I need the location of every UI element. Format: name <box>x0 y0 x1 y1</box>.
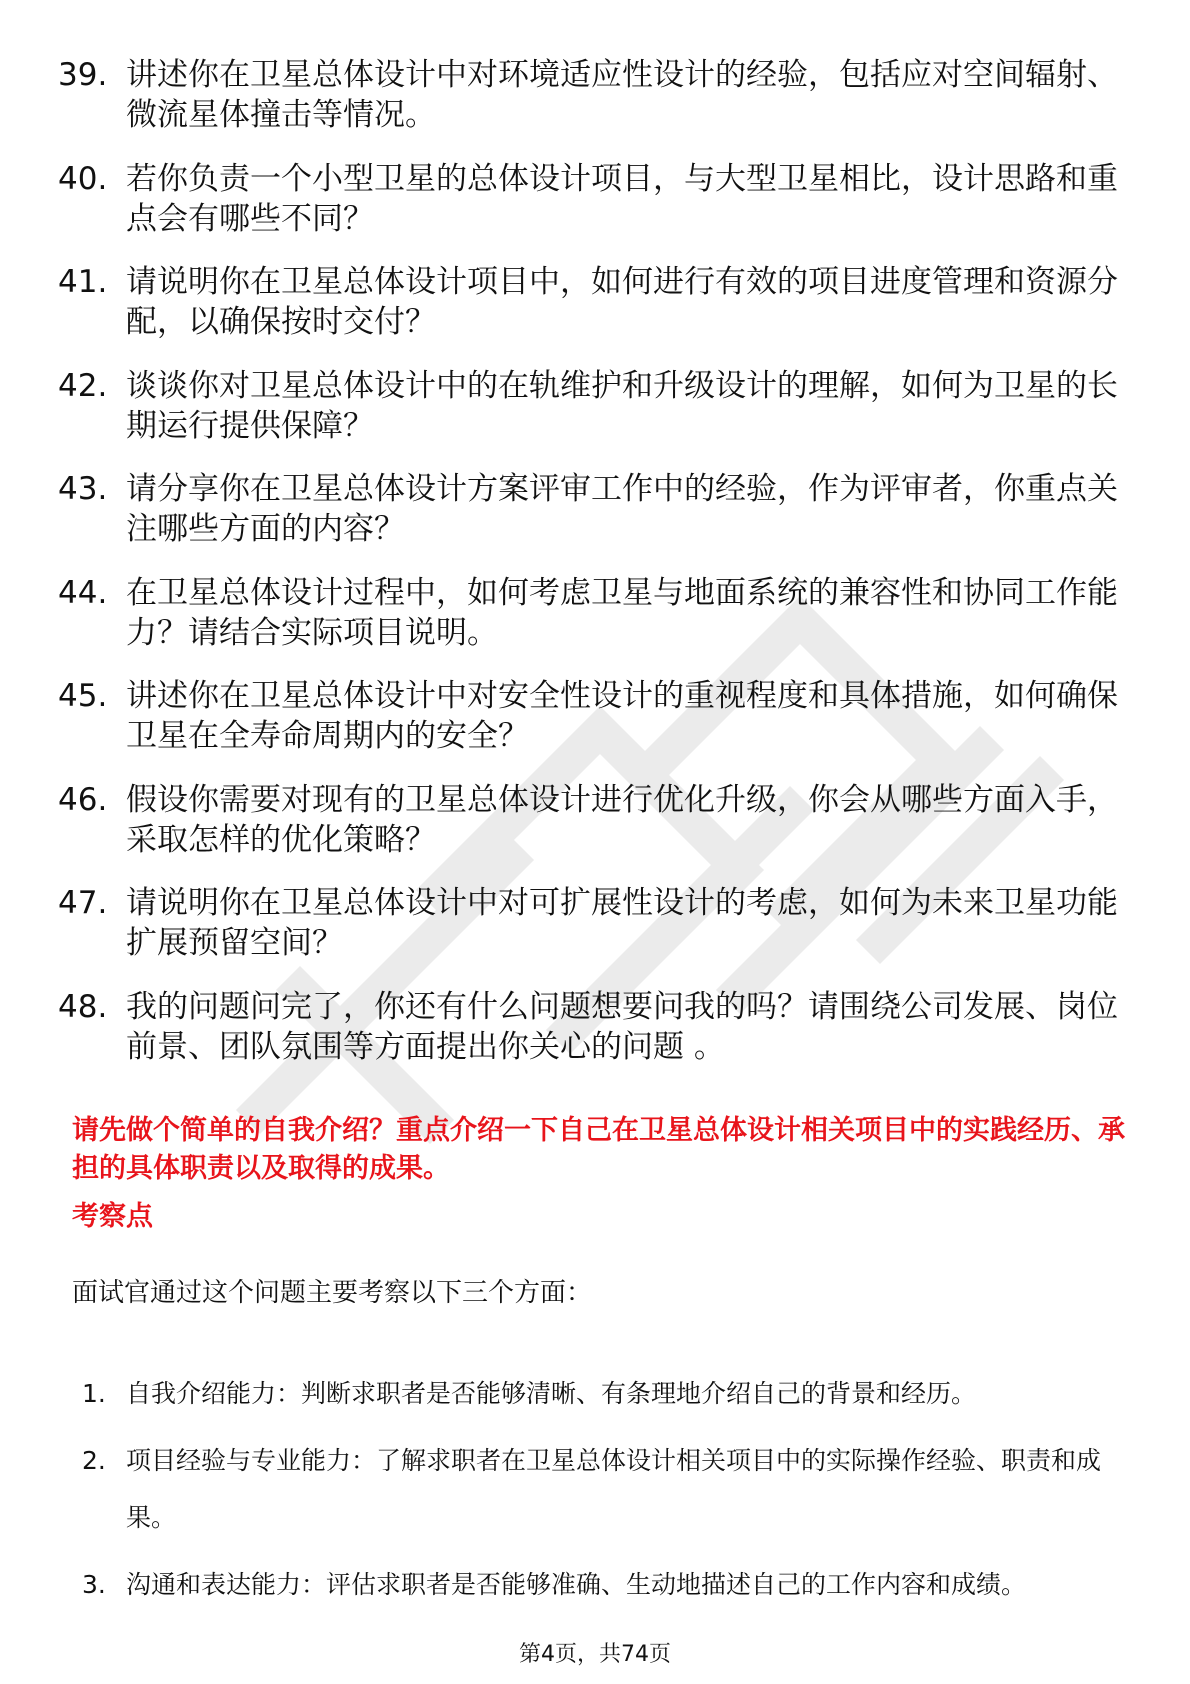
question-item <box>58 55 1138 159</box>
question-text: 讲述你在卫星总体设计中对环境适应性设计的经验，包括应对空间辐射、微流星体撞击等情况。 <box>126 57 1118 133</box>
question-text: 若你负责一个小型卫星的总体设计项目，与大型卫星相比，设计思路和重点会有哪些不同？ <box>126 160 1118 237</box>
question-item <box>58 987 1138 1091</box>
focus-point-number: 2. <box>82 1446 106 1475</box>
page-footer: 第4页，共74页 <box>519 1642 671 1667</box>
question-item <box>58 573 1138 677</box>
focus-point <box>82 1556 1132 1613</box>
question-list <box>58 55 1138 1090</box>
question-text: 谈谈你对卫星总体设计中的在轨维护和升级设计的理解，如何为卫星的长期运行提供保障？ <box>126 367 1118 444</box>
question-number: 48. <box>58 988 108 1025</box>
question-number: 47. <box>58 885 108 921</box>
question-number: 45. <box>58 678 108 714</box>
question-text: 假设你需要对现有的卫星总体设计进行优化升级，你会从哪些方面入手，采取怎样的优化策略？ <box>126 781 1118 858</box>
focus-section-title: 考察点 <box>72 1201 153 1232</box>
question-item <box>58 159 1138 263</box>
question-item <box>58 883 1138 987</box>
question-number: 41. <box>58 264 108 300</box>
question-number: 42. <box>58 367 108 404</box>
intro-question: 请先做个简单的自我介绍？重点介绍一下自己在卫星总体设计相关项目中的实践经历、承担的具体职责以及取得的成果。 <box>72 1115 1125 1184</box>
question-number: 46. <box>58 781 108 818</box>
question-number: 39. <box>58 57 108 93</box>
focus-point <box>82 1365 1132 1422</box>
question-number: 43. <box>58 471 108 507</box>
focus-point-text: 沟通和表达能力：评估求职者是否能够准确、生动地描述自己的工作内容和成绩。 <box>126 1570 1027 1599</box>
focus-point-text: 项目经验与专业能力：了解求职者在卫星总体设计相关项目中的实际操作经验、职责和成果。 <box>126 1446 1102 1532</box>
focus-point-list <box>82 1365 1132 1623</box>
focus-point <box>82 1432 1132 1546</box>
focus-point-number: 1. <box>82 1379 106 1408</box>
question-text: 我的问题问完了，你还有什么问题想要问我的吗？请围绕公司发展、岗位前景、团队氛围等方面提出你关心的问题 。 <box>126 988 1118 1065</box>
question-text: 请分享你在卫星总体设计方案评审工作中的经验，作为评审者，你重点关注哪些方面的内容？ <box>126 471 1118 547</box>
focus-lead-text: 面试官通过这个问题主要考察以下三个方面： <box>72 1278 593 1308</box>
focus-point-number: 3. <box>82 1570 106 1599</box>
question-item <box>58 780 1138 884</box>
question-number: 40. <box>58 160 108 197</box>
question-text: 在卫星总体设计过程中，如何考虑卫星与地面系统的兼容性和协同工作能力？请结合实际项目说明。 <box>126 574 1118 651</box>
question-text: 请说明你在卫星总体设计项目中，如何进行有效的项目进度管理和资源分配，以确保按时交付？ <box>126 264 1118 340</box>
question-item <box>58 676 1138 780</box>
question-item <box>58 469 1138 573</box>
question-item <box>58 366 1138 470</box>
question-text: 讲述你在卫星总体设计中对安全性设计的重视程度和具体措施，如何确保卫星在全寿命周期内的安全？ <box>126 678 1118 754</box>
focus-point-text: 自我介绍能力：判断求职者是否能够清晰、有条理地介绍自己的背景和经历。 <box>126 1379 977 1408</box>
question-number: 44. <box>58 574 108 611</box>
question-item <box>58 262 1138 366</box>
question-text: 请说明你在卫星总体设计中对可扩展性设计的考虑，如何为未来卫星功能扩展预留空间？ <box>126 885 1118 961</box>
